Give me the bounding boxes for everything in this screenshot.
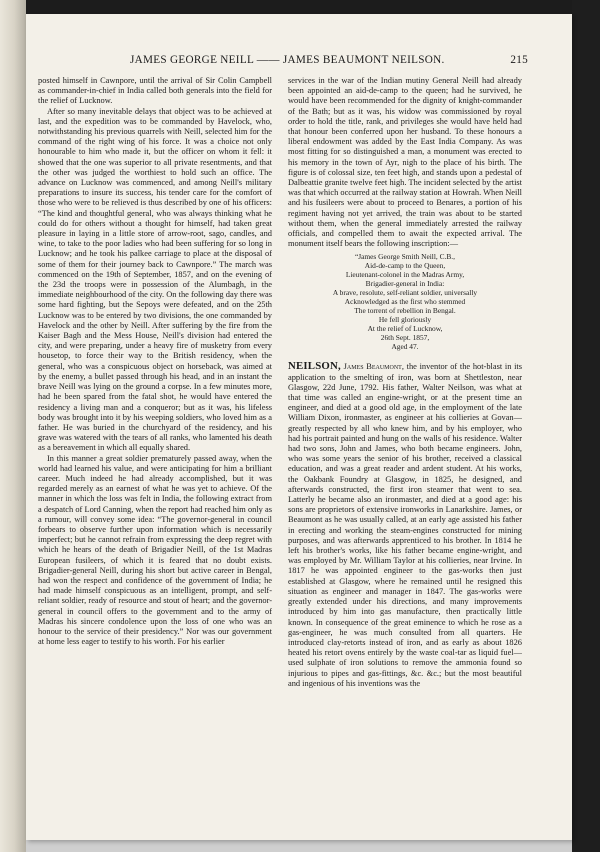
entry-given-names: James Beaumont, [343, 362, 404, 372]
paragraph: posted himself in Cawnpore, until the arrival of Sir Colin Campbell as commander-in-chief in India called both generals into the field for the relief of Lucknow. [38, 76, 272, 106]
biography-entry [288, 361, 522, 689]
inscription-line: Acknowledged as the first who stemmed [344, 296, 466, 306]
paragraph: In this manner a great soldier prematurely passed away, when the world had learned his value, and were anticipating for him a brilliant career. Much indeed he had already accomplished, but it was regarded merely as an earnest of what he was yet to achieve. Of the manner in which the loss was felt in India, the following extract from a despatch of Lord Canning, when the report had reached him only as a rumour, will convey some idea: “The governor-general in council forbears to observe further upon information which is necessarily imperfect; but he cannot refrain from expressing the deep regret with which he hears of the death of Brigadier Neill, of the 1st Madras European fusileers, of which it is feared that no doubt exists. Brigadier-general Neill, during his short but active career in Bengal, had won the respect and confidence of the government of India; he had made himself conspicuous as an intelligent, prompt, and self-reliant soldier, ready of resource and stout of heart; and the governor-general in council offers to the government and to the army of Madras his sincere condolence upon the loss of one who was an honour to the service of their presidency.” Nor was our government at home less eager to testify to his worth. For his earlier [38, 453, 272, 647]
inscription-line: “James George Smith Neill, C.B., [354, 252, 456, 262]
running-header [38, 54, 528, 70]
facing-page-edge [0, 0, 26, 852]
book-binding-top [0, 0, 600, 14]
entry-text: the inventor of the hot-blast in its application to the smelting of iron, was born at Shettleston, near Glasgow, 22d June, 1792. His father, Walter Neilson, was what at that time was called an engine-wright, or at the present time an engineer, and died at a good old age, in the employment of the late William Dixon, ironmaster, as engineer at his collieries at Govan—greatly respected by all who knew him, and by his employer, who had his portrait painted and hung on the walls of his residence. Walter had two sons, John and James, who both became engineers. John, who was some years the senior of his brother, received a classical education, and was a great reader and ardent student. At his works, the Oakbank Foundry at Glasgow, in 1825, he designed, and afterwards constructed, the first iron steamer that went to sea. Latterly he became also an ironmaster, and died at a good age: his sons are proprietors of extensive ironworks in Lanarkshire. James, or Beaumont as he was usually called, at an early age assisted his father in erecting and working the steam-engines constructed for mining purposes, and was afterwards apprenticed to his brother. In 1814 he left his brother's works, like his father became engine-wright, and was employed by Mr. William Taylor at his collieries, near Irvine. In 1817 he was appointed engineer to the gas-works then just established at Glasgow, where he remained until he resigned this situation as engineer and manager in 1847. The gas-works were greatly extended under his directions, and many improvements introduced by him into gas manufacture, then practically little known. In consequence of the great eminence to which he rose as a gas-engineer, he was much consulted from all quarters. He introduced clay-retorts instead of iron, and as early as about 1826 heated his retort ovens entirely by the waste coal-tar as liquid fuel—used sulphate of iron solutions to remove the ammonia found so injurious to pipes and gas-fittings, &c. &c.; but the most beautiful and ingenious of his inventions was the [288, 362, 522, 688]
right-text-column [288, 76, 522, 824]
inscription-line: The torrent of rebellion in Bengal. [354, 305, 456, 315]
inscription-line: Brigadier-general in India: [365, 279, 445, 289]
inscription-line: 26th Sept. 1857, [380, 332, 430, 342]
running-title: JAMES GEORGE NEILL —— JAMES BEAUMONT NEILSON. [130, 54, 445, 66]
inscription-line: Lieutenant-colonel in the Madras Army, [345, 270, 465, 280]
inscription-line: He fell gloriously [378, 314, 432, 324]
left-text-column [38, 76, 272, 824]
entry-surname: NEILSON, [288, 360, 341, 373]
inscription-line: A brave, resolute, self-reliant soldier, universally [332, 288, 478, 298]
paragraph: services in the war of the Indian mutiny General Neill had already been appointed an aid-de-camp to the queen; had he survived, he would have been recommended for the dignity of knight-commander of the Bath; but as it was, his widow was commissioned by royal order to hold the title, rank, and privileges she would have held had that honour been conferred upon her husband. To these honours a liberal endowment was added by the East India Company. As was most fitting for so distinguished a man, a monument was erected to his memory in the town of Ayr, nigh to the place of his birth. The figure is of colossal size, ten feet high, and stands upon a pedestal of Dalbeattie granite twelve feet high. The incident selected by the artist was that which occurred at the railway station at Howrah. When Neill and his fusileers were about to proceed to Benares, a portion of his regiment having not yet arrived, the train was about to be started without them, when the general immediately arrested the railway officials, and compelled them to await the expected arrival. The monument itself bears the following inscription:— [288, 76, 522, 249]
inscription-line: At the relief of Lucknow, [367, 323, 443, 333]
monument-inscription [288, 253, 522, 351]
paragraph: After so many inevitable delays that object was to be achieved at last, and the expedition was to be commanded by Havelock, who, notwithstanding his previous quarrels with Neill, selected him for the command of the right wing of his force. It was a choice not only honourable to him who made it, but the officer on whom it fell: it showed that the one was superior to all private resentments, and that the other was judged the worthiest to hold such an office. The advance on Lucknow was commenced, and among Neill's military preparations to insure its success, his tender care for the comfort of those who were to be relieved is thus described by one of his officers: “The kind and thoughtful general, who was always thinking what he could do for others without a thought for himself, had taken great pleasure in laying in a little store of arrow-root, sago, candles, and wine, to take to the poor ladies who had been suffering for so long in Lucknow; and he took his palkee carriage to place at the disposal of some of them for their journey back to Cawnpore.” The march was commenced on the 19th of September, 1857, and on the evening of the 23d the troops were in possession of the Alumbagh, in the immediate neighbourhood of the city. On the following day there was some hard fighting, but the Sepoys were defeated, and on the 25th Lucknow was to be entered by two divisions, the one commanded by Havelock and the other by Neill. After suffering by the fire from the Kaiser Bagh and the Mess House, Neill's division had entered the city, and were preparing, under a heavy fire of musketry from every housetop, to force their way to the British residency, when the general, who was a conspicuous object on horseback, was aimed at by the enemy, a bullet passed through his head, and in an instant the brave Neill was lying on the ground a corpse. In a few minutes more, had he been spared from the fatal shot, he would have entered the residency a living man and a conqueror; but as it was, his lifeless body was brought into it by his weeping soldiers, who loved him as a father. He was buried in the churchyard of the residency, and his grave was watered with the tears of all ranks, who lamented his death as a bereavement in which all equally shared. [38, 106, 272, 453]
book-spine-edge [572, 0, 600, 852]
inscription-line: Aged 47. [391, 341, 419, 351]
inscription-line: Aid-de-camp to the Queen, [364, 261, 446, 271]
page-number: 215 [510, 54, 528, 66]
